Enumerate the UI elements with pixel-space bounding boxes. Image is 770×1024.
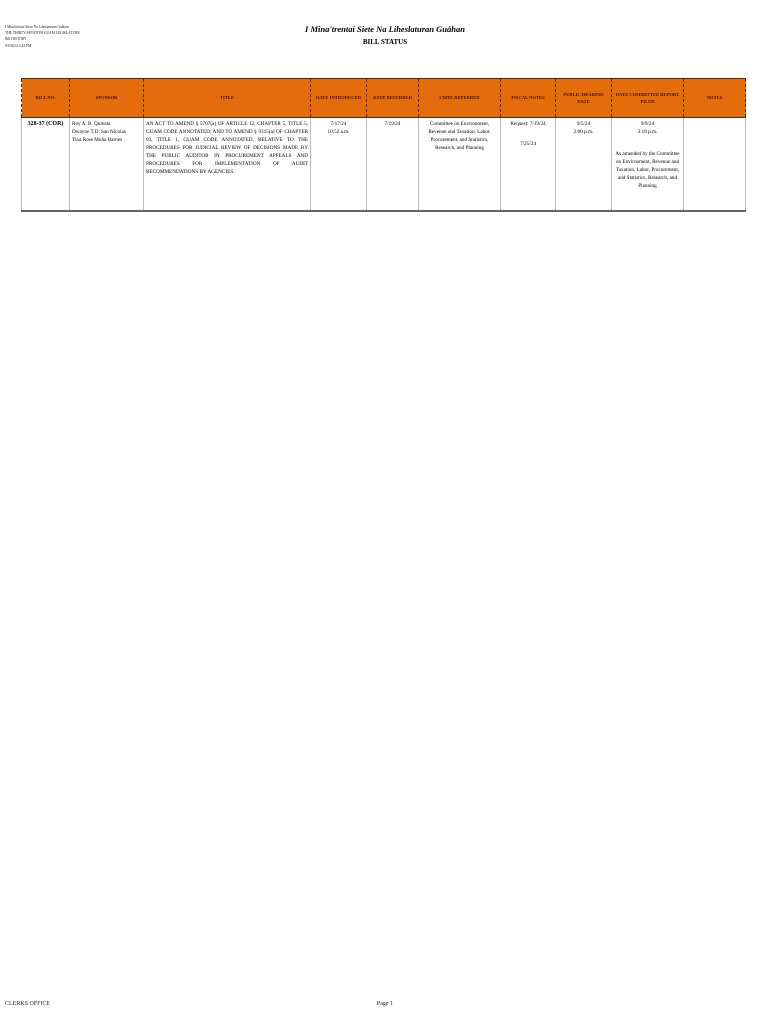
- hearing-date: 9/5/24: [576, 121, 591, 127]
- meta-line-2: THE THIRTY-SEVENTH GUAM LEGISLATURE: [5, 31, 80, 36]
- public-hearing-cell: [556, 118, 612, 212]
- bill-title: AN ACT TO AMEND § 5707(a) OF ARTICLE 12, CHAPTER 5, TITLE 5, GUAM CODE ANNOTATED; AND TO AMEND § 9315(a) OF CHAPTER 93, TITLE 1, GUAM CODE ANNOTATED, RELATIVE TO THE PROCEDURES FOR JUDICIAL REVIEW OF DECISIONS MADE BY THE PUBLIC AUDITOR IN PROCUREMENT APPEALS AND PROCEDURES FOR IMPLEMENTATION OF AUDIT RECOMMENDATIONS BY AGENCIES.: [144, 118, 311, 212]
- col-header-committee-report: DATE COMMITTEE REPORT FILED: [612, 79, 684, 118]
- fiscal-request: Request: 7/19/24: [510, 121, 546, 127]
- date-referred: 7/19/24: [367, 118, 419, 212]
- report-note: As amended by the Committee on Environment, Revenue and Taxation, Labor, Procurement, and Statistics, Research, and Planning: [615, 151, 680, 189]
- meta-line-4: 9/9/2024 3:44 PM: [5, 43, 32, 48]
- bill-status-table: [21, 78, 746, 212]
- fiscal-notes-cell: [501, 118, 556, 212]
- col-header-notes: NOTES: [684, 79, 746, 118]
- notes-cell: [684, 118, 746, 212]
- report-time: 3:18 p.m.: [637, 129, 658, 135]
- time-introduced: 10:52 a.m.: [327, 129, 350, 135]
- col-header-sponsor: SPONSOR: [70, 79, 144, 118]
- committee-report-cell: [612, 118, 684, 212]
- fiscal-date: 7/25/24: [520, 141, 536, 147]
- legislature-title: I Mina'trentai Siete Na Liheslaturan Guåhan: [305, 24, 465, 34]
- col-header-cmte-referred: CMTE REFERRED: [419, 79, 501, 118]
- report-date: 9/9/24: [640, 121, 655, 127]
- col-header-date-referred: DATE REFERRED: [367, 79, 419, 118]
- bill-number[interactable]: 328-37 (COR): [22, 118, 70, 212]
- hearing-time: 2:00 p.m.: [573, 129, 594, 135]
- sponsor-name: Roy A. B. Quinata: [72, 121, 111, 127]
- col-header-date-introduced: DATE INTRODUCED: [311, 79, 367, 118]
- col-header-title: TITLE: [144, 79, 311, 118]
- table-header-row: [22, 79, 746, 118]
- col-header-public-hearing-date: PUBLIC HEARING DATE: [556, 79, 612, 118]
- report-title: BILL STATUS: [362, 38, 408, 46]
- sponsor-cell: [70, 118, 144, 212]
- table-row: [22, 118, 746, 212]
- sponsor-name: Tina Rose Muña Barnes: [72, 137, 123, 143]
- date-introduced: 7/17/24: [330, 121, 347, 127]
- footer-office: CLERKS OFFICE: [5, 1001, 51, 1007]
- col-header-fiscal-notes: FISCAL NOTES: [501, 79, 556, 118]
- meta-line-3: Bill HISTORY: [5, 37, 27, 42]
- committee-referred: Committee on Environment, Revenue and Taxation, Labor, Procurement, and Statistics, Research, and Planning: [419, 118, 501, 212]
- date-introduced-cell: [311, 118, 367, 212]
- meta-line-1: I Mina'trentai Siete Na Liheslaturan Guåhan: [5, 25, 69, 29]
- page-number: Page 1: [376, 1001, 394, 1007]
- sponsor-name: Dwayne T.D. San Nicolas: [72, 129, 126, 135]
- col-header-bill-no: BILL NO.: [22, 79, 70, 118]
